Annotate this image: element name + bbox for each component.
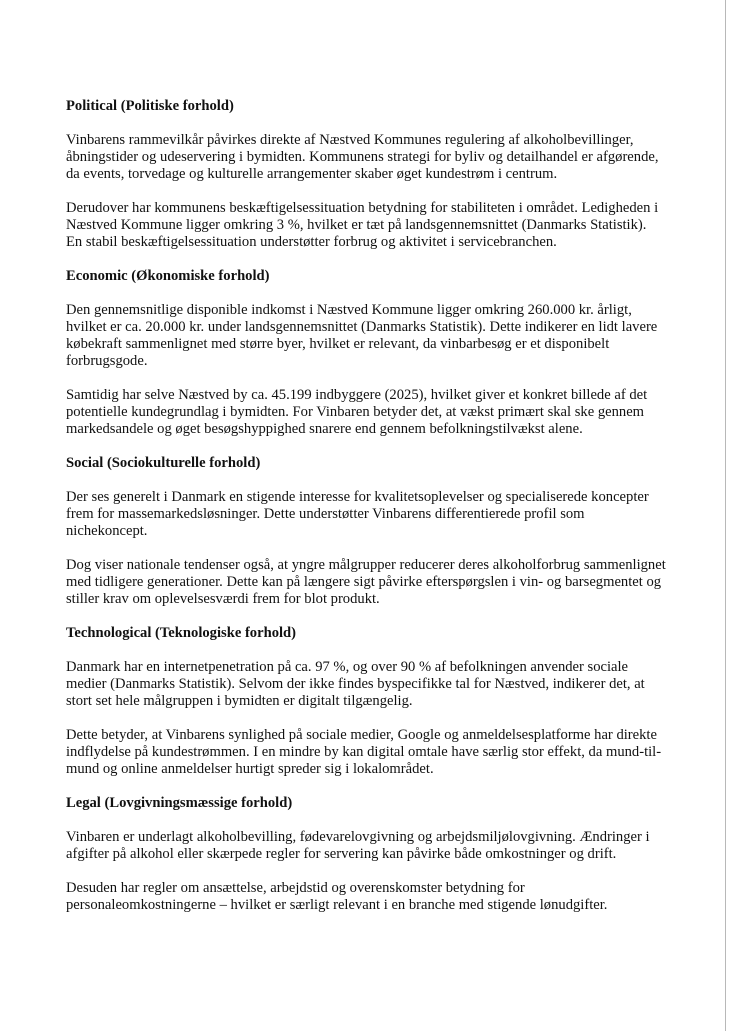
paragraph: Vinbarens rammevilkår påvirkes direkte af Næstved Kommunes regulering af alkoholbevillinger, åbningstider og udeservering i bymidten. Kommunens strategi for byliv og detailhandel er afgørende, da events, torvedage og kulturelle arrangementer skaber øget kundestrøm i centrum. bbox=[66, 132, 659, 182]
section-heading: Social (Sociokulturelle forhold) bbox=[66, 455, 261, 471]
paragraph: Dog viser nationale tendenser også, at yngre målgrupper reducerer deres alkoholforbrug sammenlignet med tidligere generationer. Dette kan på længere sigt påvirke efterspørgslen i vin- og barsegmentet og stiller krav om oplevelsesværdi frem for blot produkt. bbox=[66, 557, 666, 607]
paragraph: Der ses generelt i Danmark en stigende interesse for kvalitetsoplevelser og specialiserede koncepter frem for massemarkedsløsninger. Dette understøtter Vinbarens differentierede profil som nichekoncept. bbox=[66, 489, 649, 539]
paragraph: Samtidig har selve Næstved by ca. 45.199 indbyggere (2025), hvilket giver et konkret billede af det potentielle kundegrundlag i bymidten. For Vinbaren betyder det, at vækst primært skal ske gennem markedsandele og øget besøgshyppighed snarere end gennem befolkningstilvækst alene. bbox=[66, 387, 648, 437]
paragraph: Derudover har kommunens beskæftigelsessituation betydning for stabiliteten i området. Ledigheden i Næstved Kommune ligger omkring 3 %, hvilket er tæt på landsgennemsnittet (Danmarks Statistik). En stabil beskæftigelsessituation understøtter forbrug og aktivitet i servicebranchen. bbox=[66, 200, 659, 250]
paragraph: Vinbaren er underlagt alkoholbevilling, fødevarelovgivning og arbejdsmiljølovgivning. Ændringer i afgifter på alkohol eller skærpede regler for servering kan påvirke både omkostninger og drift. bbox=[66, 829, 650, 862]
document-body bbox=[66, 98, 666, 931]
paragraph: Den gennemsnitlige disponible indkomst i Næstved Kommune ligger omkring 260.000 kr. årligt, hvilket er ca. 20.000 kr. under landsgennemsnittet (Danmarks Statistik). Dette indikerer en lidt lavere købekraft sammenlignet med større byer, hvilket er relevant, da vinbarbesøg er et disponibelt forbrugsgode. bbox=[66, 302, 658, 369]
section-heading: Political (Politiske forhold) bbox=[66, 98, 234, 114]
section-legal bbox=[66, 795, 666, 914]
paragraph: Danmark har en internetpenetration på ca. 97 %, og over 90 % af befolkningen anvender sociale medier (Danmarks Statistik). Selvom der ikke findes byspecifikke tal for Næstved, indikerer det, at stort set hele målgruppen i bymidten er digitalt tilgængelig. bbox=[66, 659, 645, 709]
paragraph: Desuden har regler om ansættelse, arbejdstid og overenskomster betydning for personaleomkostningerne – hvilket er særligt relevant i en branche med stigende lønudgifter. bbox=[66, 880, 608, 913]
section-heading: Technological (Teknologiske forhold) bbox=[66, 625, 297, 641]
paragraph: Dette betyder, at Vinbarens synlighed på sociale medier, Google og anmeldelsesplatforme har direkte indflydelse på kundestrømmen. I en mindre by kan digital omtale have særlig stor effekt, da mund-til-mund og online anmeldelser hurtigt spreder sig i lokalområdet. bbox=[66, 727, 662, 777]
section-heading: Legal (Lovgivningsmæssige forhold) bbox=[66, 795, 293, 811]
section-technological bbox=[66, 625, 666, 778]
section-heading: Economic (Økonomiske forhold) bbox=[66, 268, 270, 284]
section-economic bbox=[66, 268, 666, 438]
section-social bbox=[66, 455, 666, 608]
page-edge bbox=[725, 0, 726, 1031]
section-political bbox=[66, 98, 666, 251]
